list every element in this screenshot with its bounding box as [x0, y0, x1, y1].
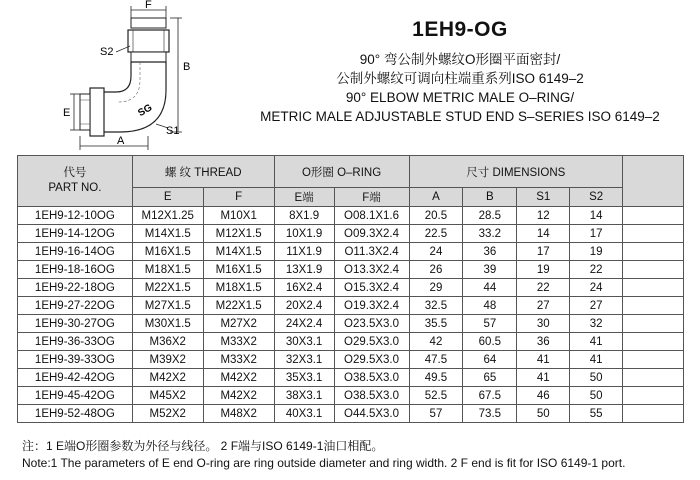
cell-oring-f-end: O38.5X3.0 [334, 369, 409, 387]
spec-table [17, 155, 684, 423]
cell-blank [623, 387, 684, 405]
cell-dim-a: 42 [409, 333, 463, 351]
cell-part-no: 1EH9-22-18OG [18, 279, 133, 297]
cell-blank [623, 297, 684, 315]
cell-thread-f: M42X2 [203, 387, 274, 405]
dim-label-b: B [183, 61, 191, 73]
cell-dim-s2: 32 [570, 315, 623, 333]
cell-oring-f-end: O23.5X3.0 [334, 315, 409, 333]
cell-oring-f-end: O44.5X3.0 [334, 405, 409, 423]
cell-part-no: 1EH9-14-12OG [18, 225, 133, 243]
table-row [18, 405, 684, 423]
cell-part-no: 1EH9-36-33OG [18, 333, 133, 351]
cell-dim-s2: 50 [570, 369, 623, 387]
cell-blank [623, 207, 684, 225]
cell-dim-a: 22.5 [409, 225, 463, 243]
cell-thread-e: M12X1.25 [132, 207, 203, 225]
cell-thread-f: M22X1.5 [203, 297, 274, 315]
subheader-e: E [132, 188, 203, 207]
table-row [18, 207, 684, 225]
cell-dim-s2: 41 [570, 351, 623, 369]
spec-table-body [18, 207, 684, 423]
product-description [230, 50, 690, 126]
cell-blank [623, 333, 684, 351]
cell-thread-e: M42X2 [132, 369, 203, 387]
cell-thread-e: M39X2 [132, 351, 203, 369]
cell-part-no: 1EH9-16-14OG [18, 243, 133, 261]
description-line: METRIC MALE ADJUSTABLE STUD END S–SERIES ISO 6149–2 [260, 109, 660, 124]
table-row [18, 369, 684, 387]
cell-thread-f: M48X2 [203, 405, 274, 423]
cell-part-no: 1EH9-12-10OG [18, 207, 133, 225]
cell-part-no: 1EH9-52-48OG [18, 405, 133, 423]
cell-thread-f: M10X1 [203, 207, 274, 225]
table-row [18, 333, 684, 351]
table-row [18, 243, 684, 261]
header-thread: 螺 纹 THREAD [132, 156, 274, 188]
cell-blank [623, 225, 684, 243]
header-oring: O形圈 O–RING [274, 156, 409, 188]
table-row [18, 315, 684, 333]
cell-blank [623, 369, 684, 387]
note-cn: 注：1 E端O形圈参数为外径与线径。 2 F端与ISO 6149-1油口相配。 [22, 439, 384, 453]
cell-oring-f-end: O19.3X2.4 [334, 297, 409, 315]
cell-dim-b: 73.5 [463, 405, 517, 423]
cell-dim-b: 44 [463, 279, 517, 297]
cell-blank [623, 405, 684, 423]
description-line: 公制外螺纹可调向柱端重系列ISO 6149–2 [336, 71, 584, 86]
cell-dim-s2: 50 [570, 387, 623, 405]
cell-thread-e: M27X1.5 [132, 297, 203, 315]
cell-dim-b: 67.5 [463, 387, 517, 405]
cell-oring-e-end: 8X1.9 [274, 207, 334, 225]
cell-thread-e: M30X1.5 [132, 315, 203, 333]
cell-dim-s1: 46 [517, 387, 570, 405]
cell-oring-e-end: 30X3.1 [274, 333, 334, 351]
cell-dim-s1: 22 [517, 279, 570, 297]
cell-oring-f-end: O29.5X3.0 [334, 351, 409, 369]
cell-dim-b: 39 [463, 261, 517, 279]
cell-dim-b: 28.5 [463, 207, 517, 225]
cell-dim-a: 52.5 [409, 387, 463, 405]
product-code: 1EH9-OG [412, 18, 508, 41]
cell-dim-a: 24 [409, 243, 463, 261]
cell-thread-e: M22X1.5 [132, 279, 203, 297]
header-part-no [18, 156, 133, 207]
cell-part-no: 1EH9-45-42OG [18, 387, 133, 405]
note-en: Note:1 The parameters of E end O-ring are ring outside diameter and ring width. 2 F end is fit for ISO 6149-1 port. [22, 456, 626, 470]
cell-dim-a: 35.5 [409, 315, 463, 333]
description-line: 90° ELBOW METRIC MALE O–RING/ [345, 90, 575, 105]
cell-thread-f: M27X2 [203, 315, 274, 333]
cell-part-no: 1EH9-30-27OG [18, 315, 133, 333]
sg-mark: SG [136, 102, 155, 120]
cell-dim-a: 29 [409, 279, 463, 297]
table-row [18, 297, 684, 315]
cell-thread-f: M33X2 [203, 351, 274, 369]
cell-dim-b: 65 [463, 369, 517, 387]
cell-oring-e-end: 16X2.4 [274, 279, 334, 297]
header-dimensions: 尺寸 DIMENSIONS [409, 156, 623, 188]
dim-label-a: A [117, 135, 125, 147]
cell-blank [623, 261, 684, 279]
cell-blank [623, 279, 684, 297]
cell-thread-e: M45X2 [132, 387, 203, 405]
cell-thread-f: M18X1.5 [203, 279, 274, 297]
cell-thread-e: M52X2 [132, 405, 203, 423]
cell-dim-a: 49.5 [409, 369, 463, 387]
table-row [18, 225, 684, 243]
cell-dim-b: 57 [463, 315, 517, 333]
cell-thread-e: M16X1.5 [132, 243, 203, 261]
cell-oring-f-end: O29.5X3.0 [334, 333, 409, 351]
cell-dim-s1: 50 [517, 405, 570, 423]
cell-part-no: 1EH9-42-42OG [18, 369, 133, 387]
cell-thread-f: M42X2 [203, 369, 274, 387]
cell-thread-f: M12X1.5 [203, 225, 274, 243]
cell-dim-b: 33.2 [463, 225, 517, 243]
cell-dim-b: 64 [463, 351, 517, 369]
cell-thread-f: M33X2 [203, 333, 274, 351]
cell-dim-b: 36 [463, 243, 517, 261]
cell-dim-s1: 30 [517, 315, 570, 333]
cell-dim-s1: 19 [517, 261, 570, 279]
cell-oring-e-end: 38X3.1 [274, 387, 334, 405]
cell-dim-s2: 55 [570, 405, 623, 423]
cell-thread-e: M36X2 [132, 333, 203, 351]
cell-oring-f-end: O09.3X2.4 [334, 225, 409, 243]
table-row [18, 279, 684, 297]
cell-thread-e: M18X1.5 [132, 261, 203, 279]
notes [22, 438, 625, 472]
subheader-a: A [409, 188, 463, 207]
cell-oring-f-end: O38.5X3.0 [334, 387, 409, 405]
table-row [18, 351, 684, 369]
cell-oring-f-end: O11.3X2.4 [334, 243, 409, 261]
cell-oring-e-end: 10X1.9 [274, 225, 334, 243]
cell-dim-a: 47.5 [409, 351, 463, 369]
cell-dim-s1: 41 [517, 369, 570, 387]
header-blank [623, 156, 684, 207]
cell-dim-s1: 27 [517, 297, 570, 315]
cell-oring-e-end: 32X3.1 [274, 351, 334, 369]
cell-oring-f-end: O08.1X1.6 [334, 207, 409, 225]
cell-oring-e-end: 11X1.9 [274, 243, 334, 261]
cell-dim-b: 60.5 [463, 333, 517, 351]
dim-label-f: F [145, 0, 152, 11]
cell-dim-s1: 36 [517, 333, 570, 351]
cell-oring-f-end: O13.3X2.4 [334, 261, 409, 279]
subheader-s2: S2 [570, 188, 623, 207]
cell-oring-e-end: 20X2.4 [274, 297, 334, 315]
cell-dim-a: 57 [409, 405, 463, 423]
cell-thread-f: M14X1.5 [203, 243, 274, 261]
cell-part-no: 1EH9-27-22OG [18, 297, 133, 315]
cell-blank [623, 243, 684, 261]
cell-thread-f: M16X1.5 [203, 261, 274, 279]
cell-dim-a: 32.5 [409, 297, 463, 315]
cell-dim-s2: 14 [570, 207, 623, 225]
header-part-no-label: 代号 PART NO. [48, 167, 102, 194]
dim-label-e: E [63, 107, 71, 119]
cell-oring-e-end: 13X1.9 [274, 261, 334, 279]
table-row [18, 387, 684, 405]
cell-dim-s1: 12 [517, 207, 570, 225]
subheader-b: B [463, 188, 517, 207]
cell-blank [623, 315, 684, 333]
cell-dim-a: 20.5 [409, 207, 463, 225]
dim-label-s2: S2 [100, 46, 114, 58]
cell-dim-s1: 14 [517, 225, 570, 243]
table-row [18, 261, 684, 279]
cell-part-no: 1EH9-39-33OG [18, 351, 133, 369]
cell-dim-s2: 41 [570, 333, 623, 351]
cell-dim-s2: 19 [570, 243, 623, 261]
cell-oring-e-end: 35X3.1 [274, 369, 334, 387]
cell-dim-s1: 41 [517, 351, 570, 369]
fitting-drawing [0, 0, 220, 160]
cell-blank [623, 351, 684, 369]
cell-oring-f-end: O15.3X2.4 [334, 279, 409, 297]
cell-dim-s2: 22 [570, 261, 623, 279]
cell-oring-e-end: 40X3.1 [274, 405, 334, 423]
subheader-e-end: E端 [274, 188, 334, 207]
subheader-f-end: F端 [334, 188, 409, 207]
subheader-f: F [203, 188, 274, 207]
cell-part-no: 1EH9-18-16OG [18, 261, 133, 279]
cell-dim-s2: 24 [570, 279, 623, 297]
cell-oring-e-end: 24X2.4 [274, 315, 334, 333]
title-block [230, 8, 690, 126]
cell-dim-s2: 17 [570, 225, 623, 243]
description-line: 90° 弯公制外螺纹O形圈平面密封/ [359, 52, 561, 67]
cell-dim-s1: 17 [517, 243, 570, 261]
cell-thread-e: M14X1.5 [132, 225, 203, 243]
subheader-s1: S1 [517, 188, 570, 207]
dim-label-s1: S1 [166, 125, 180, 137]
cell-dim-a: 26 [409, 261, 463, 279]
cell-dim-s2: 27 [570, 297, 623, 315]
cell-dim-b: 48 [463, 297, 517, 315]
